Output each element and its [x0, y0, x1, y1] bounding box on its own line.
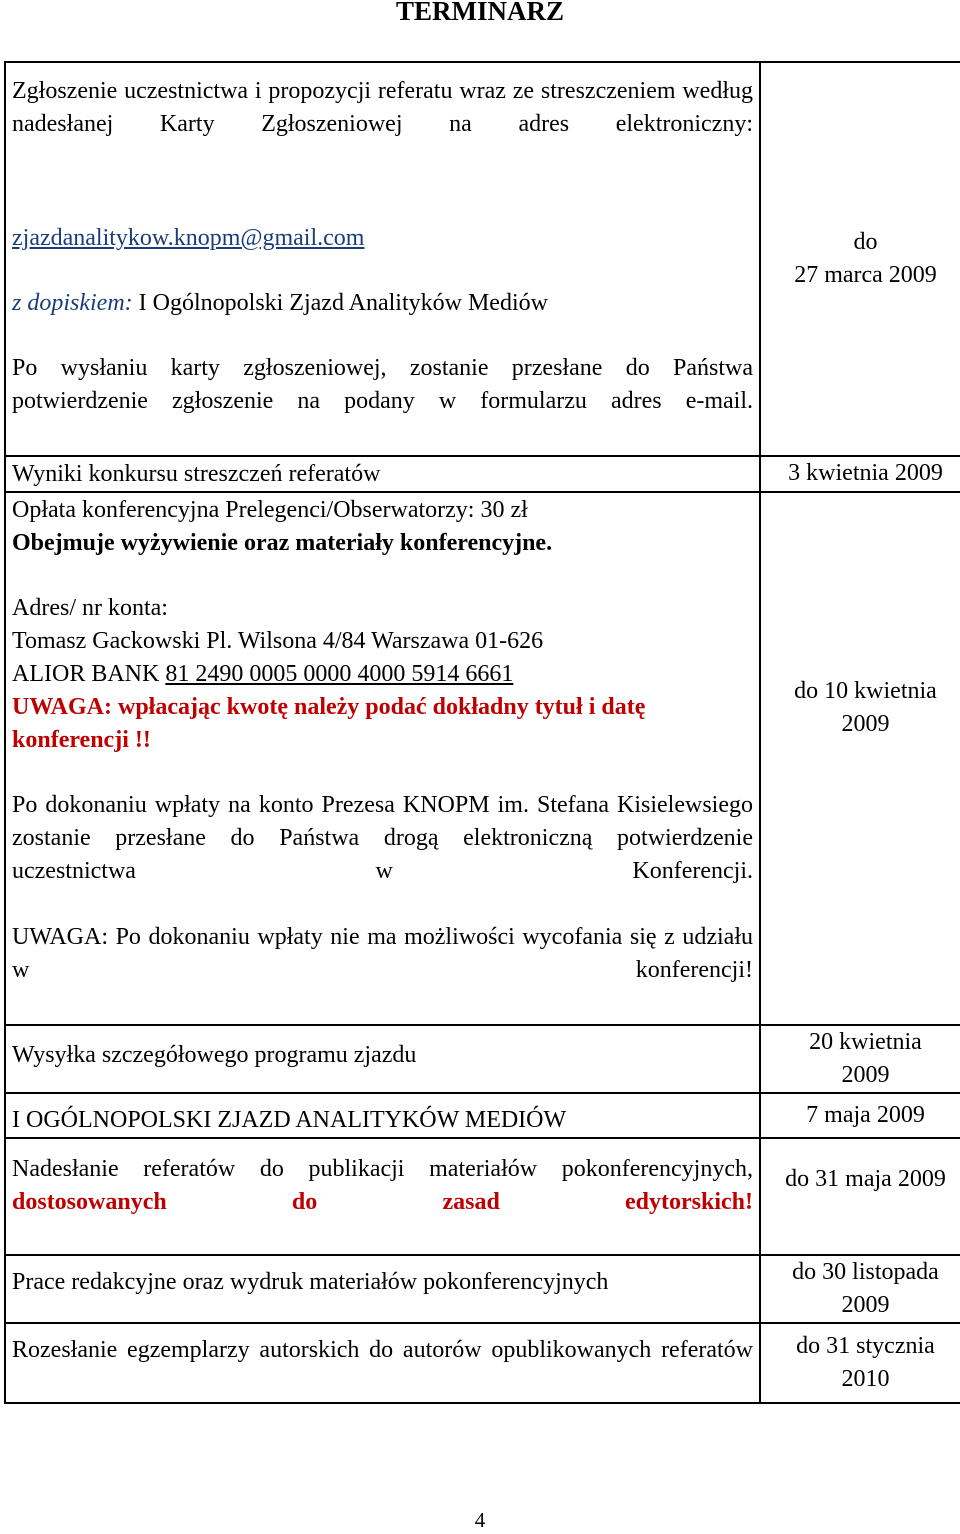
registration-deadline-prefix: do [853, 229, 878, 255]
registration-deadline-date: 27 marca 2009 [794, 262, 937, 288]
subject-prefix: z dopiskiem: [12, 290, 133, 316]
conference-date-cell [760, 1093, 960, 1138]
contest-results-cell [5, 456, 760, 492]
papers-text [12, 1153, 753, 1252]
fee-cell [5, 492, 760, 1025]
fee-text: Opłata konferencyjna Prelegenci/Obserwatorzy: 30 zł [12, 497, 528, 523]
fee-deadline-line1: do 10 kwietnia [794, 678, 937, 704]
table-row [5, 1323, 960, 1403]
editing-cell [5, 1255, 760, 1323]
address-label: Adres/ nr konta: [12, 595, 168, 621]
editing-date-line2: 2009 [841, 1292, 890, 1318]
fee-deadline-line2: 2009 [841, 711, 890, 737]
distribution-date-cell [760, 1323, 960, 1403]
program-text: Wysyłka szczegółowego programu zjazdu [12, 1042, 417, 1068]
program-date-cell [760, 1025, 960, 1093]
schedule-table [4, 61, 960, 1404]
papers-date: do 31 maja 2009 [785, 1166, 946, 1192]
bank-name: ALIOR BANK [12, 661, 160, 687]
payment-warning: UWAGA: wpłacając kwotę należy podać dokładny tytuł i datę konferencji !! [12, 694, 646, 753]
subject-text: I Ogólnopolski Zjazd Analityków Mediów [138, 290, 548, 316]
papers-main-text: Nadesłanie referatów do publikacji materiałów pokonferencyjnych, [12, 1156, 753, 1182]
table-row [5, 1093, 960, 1138]
conference-text: I OGÓLNOPOLSKI ZJAZD ANALITYKÓW MEDIÓW [12, 1107, 567, 1133]
registration-date-cell [760, 62, 960, 456]
table-row [5, 1138, 960, 1255]
page-title: TERMINARZ [395, 0, 564, 26]
papers-highlight: dostosowanych do zasad edytorskich! [12, 1189, 753, 1215]
contest-results-date-cell [760, 456, 960, 492]
table-row [5, 456, 960, 492]
distribution-date-line1: do 31 stycznia [796, 1333, 935, 1359]
table-row [5, 1025, 960, 1093]
conference-cell [5, 1093, 760, 1138]
no-withdrawal-text: UWAGA: Po dokonaniu wpłaty nie ma możliwości wycofania się z udziału w konferencji! [12, 924, 753, 983]
fee-date-cell [760, 492, 960, 1025]
confirmation-text: Po wysłaniu karty zgłoszeniowej, zostanie przesłane do Państwa potwierdzenie zgłoszenie na podany w formularzu adres e-mail. [12, 355, 753, 414]
papers-date-cell [760, 1138, 960, 1255]
editing-date-cell [760, 1255, 960, 1323]
distribution-text: Rozesłanie egzemplarzy autorskich do autorów opublikowanych referatów [12, 1337, 753, 1363]
distribution-date-line2: 2010 [841, 1366, 890, 1392]
registration-intro: Zgłoszenie uczestnictwa i propozycji referatu wraz ze streszczeniem według nadesłanej Karty Zgłoszeniowej na adres elektroniczny: [12, 78, 753, 137]
fee-includes-text: Obejmuje wyżywienie oraz materiały konferencyjne. [12, 530, 553, 556]
registration-cell [5, 62, 760, 456]
program-date-line1: 20 kwietnia [809, 1029, 922, 1055]
program-cell [5, 1025, 760, 1093]
email-link[interactable]: zjazdanalitykow.knopm@gmail.com [12, 225, 365, 251]
bank-account: 81 2490 0005 0000 4000 5914 6661 [165, 661, 514, 687]
table-row [5, 1255, 960, 1323]
after-payment-text: Po dokonaniu wpłaty na konto Prezesa KNOPM im. Stefana Kisielewsiego zostanie przesłane do Państwa drogą elektroniczną potwierdzenie uczestnictwa w Konferencji. [12, 792, 753, 884]
editing-text: Prace redakcyjne oraz wydruk materiałów pokonferencyjnych [12, 1269, 609, 1295]
conference-date: 7 maja 2009 [806, 1102, 925, 1128]
table-row [5, 62, 960, 456]
program-date-line2: 2009 [841, 1062, 890, 1088]
address-text: Tomasz Gackowski Pl. Wilsona 4/84 Warszawa 01-626 [12, 628, 544, 654]
editing-date-line1: do 30 listopada [792, 1259, 939, 1285]
distribution-cell [5, 1323, 760, 1403]
table-row [5, 492, 960, 1025]
contest-results-date: 3 kwietnia 2009 [788, 460, 943, 486]
papers-cell [5, 1138, 760, 1255]
contest-results-text: Wyniki konkursu streszczeń referatów [12, 461, 381, 487]
page-number: 4 [474, 1508, 486, 1532]
